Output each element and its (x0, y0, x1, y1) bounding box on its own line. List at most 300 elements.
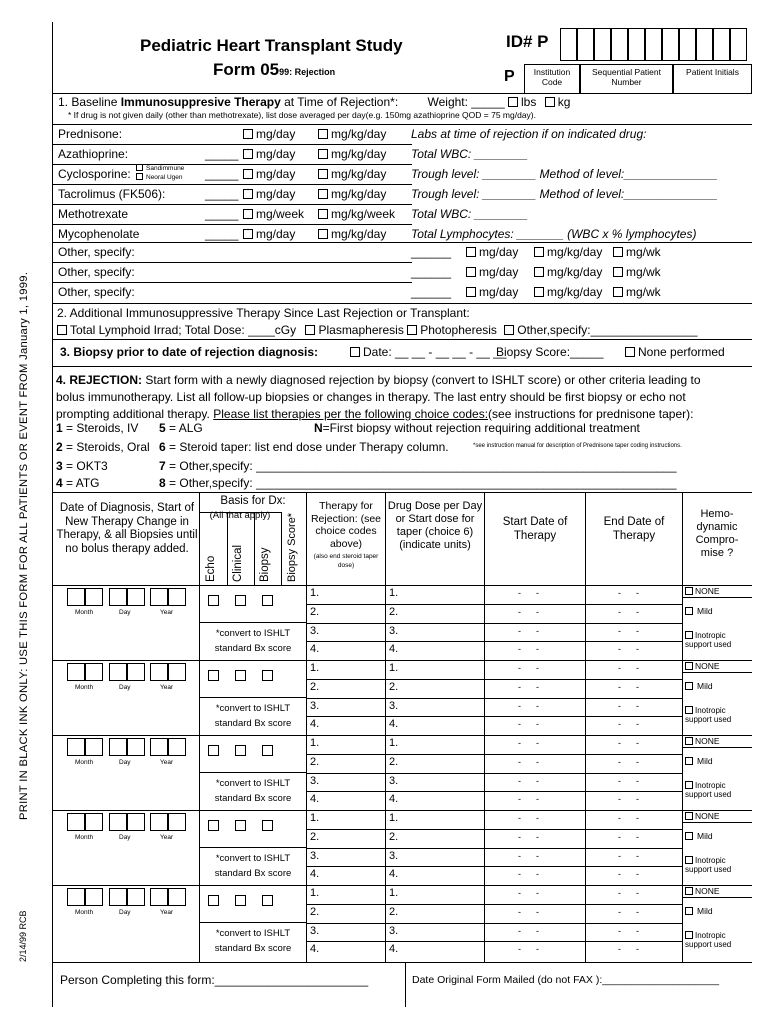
end-date-field[interactable]: - - (618, 606, 639, 617)
start-date-field[interactable]: - - (518, 756, 539, 767)
biopsy-date-field[interactable]: Date: __ __ - __ __ - __ __ (350, 345, 506, 359)
unit-option[interactable]: mg/kg/day (534, 265, 602, 279)
id-cell[interactable] (560, 28, 577, 61)
end-date-field[interactable]: - - (618, 813, 639, 823)
convert-note: *convert to ISHLT standard Bx score (214, 778, 292, 804)
divider (306, 698, 682, 699)
id-cell[interactable] (594, 28, 611, 61)
biopsy-score-field[interactable]: Biopsy Score:_____ (496, 345, 604, 359)
unit-option[interactable]: mg/kg/day (318, 147, 386, 161)
code-n: N=First biopsy without rejection requiring additional treatment (314, 421, 640, 435)
drug-cyclosporine: Cyclosporine: (58, 167, 131, 181)
column-header: (also end steroid taper dose) (313, 553, 379, 569)
day-label: Day (119, 909, 131, 916)
drug-tacrolimus: Tacrolimus (FK506): (58, 187, 166, 201)
date-digit-box[interactable] (168, 663, 186, 681)
dose-blank[interactable]: _____ (205, 207, 239, 221)
therapy-field[interactable]: 3. (310, 924, 320, 937)
unit-option[interactable]: mg/day (466, 245, 518, 259)
dose-blank[interactable]: ______ (411, 265, 452, 279)
basis-checkbox[interactable] (208, 745, 219, 756)
end-date-field[interactable]: - - (618, 738, 639, 748)
id-cell[interactable] (730, 28, 747, 61)
start-date-field[interactable]: - - (518, 944, 539, 955)
divider (52, 262, 412, 263)
divider (306, 492, 307, 962)
date-digit-box[interactable] (67, 663, 85, 681)
convert-note: *convert to ISHLT standard Bx score (214, 928, 292, 954)
unit-option[interactable]: mg/kg/day (534, 245, 602, 259)
divider (306, 716, 682, 717)
section1-title: 1. Baseline Immunosuppresive Therapy at Time of Rejection*: Weight: _____ lbs kg (58, 95, 571, 109)
date-digit-box[interactable] (67, 888, 85, 906)
code-4: 4 = ATG (56, 476, 100, 490)
basis-checkbox[interactable] (235, 895, 246, 906)
hemo-mild-option[interactable]: Mild (685, 606, 713, 616)
end-date-field[interactable]: - - (618, 700, 639, 711)
basis-checkbox[interactable] (235, 745, 246, 756)
dose-field[interactable]: 1. (389, 812, 399, 824)
year-label: Year (160, 759, 174, 766)
date-digit-box[interactable] (150, 888, 168, 906)
hemo-mild-option[interactable]: Mild (685, 906, 713, 916)
hemo-inotropic-option[interactable]: Inotropic support used (685, 706, 732, 724)
date-digit-box[interactable] (67, 738, 85, 756)
start-date-field[interactable]: - - (518, 869, 539, 880)
divider (306, 904, 682, 905)
id-label: ID# P (506, 32, 549, 51)
lbs-checkbox[interactable] (508, 97, 518, 107)
date-digit-box[interactable] (150, 588, 168, 606)
cyclosporine-options[interactable]: Sandimmune Neoral Ugen (136, 164, 184, 182)
date-digit-box[interactable] (85, 888, 103, 906)
unit-option[interactable]: mg/kg/day (534, 285, 602, 299)
start-date-field[interactable]: - - (518, 888, 539, 898)
therapy-field[interactable]: 4. (310, 868, 320, 881)
end-date-field[interactable]: - - (618, 644, 639, 655)
divider (281, 512, 282, 585)
date-digit-box[interactable] (168, 813, 186, 831)
date-digit-box[interactable] (127, 888, 145, 906)
unit-option[interactable]: mg/day (243, 167, 295, 181)
column-header: Basis for Dx: (220, 495, 286, 507)
hemo-none-option[interactable]: NONE (685, 886, 720, 896)
divider (306, 623, 682, 624)
date-digit-box[interactable] (109, 663, 127, 681)
start-date-field[interactable]: - - (518, 588, 539, 598)
therapy-field[interactable]: 4. (310, 943, 320, 956)
unit-option[interactable]: mg/day (466, 285, 518, 299)
unit-option[interactable]: mg/day (243, 147, 295, 161)
divider (306, 829, 682, 830)
section2-options[interactable]: Total Lymphoid Irrad; Total Dose: ____cGy Plasmapheresis Photopheresis Other,specify:________________ (57, 323, 697, 337)
id-cell[interactable] (662, 28, 679, 61)
divider (227, 512, 228, 585)
form-number: Form 0599: Rejection (213, 60, 336, 79)
dose-blank[interactable]: _____ (205, 167, 239, 181)
divider (682, 822, 752, 823)
column-header: Therapy for Rejection: (see choice codes above) (310, 500, 382, 550)
therapy-field[interactable]: 2. (310, 680, 320, 693)
divider (199, 772, 306, 773)
convert-note: *convert to ISHLT standard Bx score (214, 628, 292, 654)
end-date-field[interactable]: - - (618, 588, 639, 598)
basis-checkbox[interactable] (208, 595, 219, 606)
drug-azathioprine: Azathioprine: (58, 147, 129, 161)
dose-field[interactable]: 2. (389, 680, 399, 693)
month-label: Month (75, 834, 94, 841)
dose-field[interactable]: 4. (389, 643, 399, 656)
therapy-field[interactable]: 1. (310, 587, 320, 599)
divider (199, 622, 306, 623)
start-date-field[interactable]: - - (518, 681, 539, 692)
therapy-field[interactable]: 2. (310, 605, 320, 618)
column-header: Hemo- dynamic Compro- mise ? (695, 508, 739, 559)
divider (52, 492, 752, 493)
dose-field[interactable]: 4. (389, 943, 399, 956)
unit-option[interactable]: mg/kg/day (318, 227, 386, 241)
end-date-field[interactable]: - - (618, 850, 639, 861)
divider (52, 735, 752, 736)
hemo-none-option[interactable]: NONE (685, 736, 720, 746)
dose-field[interactable]: 4. (389, 868, 399, 881)
form-title: Pediatric Heart Transplant Study (140, 36, 403, 55)
divider (52, 660, 752, 661)
id-cell[interactable] (696, 28, 713, 61)
start-date-field[interactable]: - - (518, 700, 539, 711)
therapy-field[interactable]: 3. (310, 699, 320, 712)
code-6-note: *see instruction manual for description of Prednisone taper coding instructions. (473, 443, 682, 449)
therapy-field[interactable]: 1. (310, 812, 320, 824)
id-cell[interactable] (628, 28, 645, 61)
divider (306, 641, 682, 642)
start-date-field[interactable]: - - (518, 831, 539, 842)
date-digit-box[interactable] (150, 813, 168, 831)
month-label: Month (75, 759, 94, 766)
date-digit-box[interactable] (127, 738, 145, 756)
dose-field[interactable]: 2. (389, 605, 399, 618)
year-label: Year (160, 684, 174, 691)
hemo-mild-option[interactable]: Mild (685, 756, 713, 766)
dose-field[interactable]: 2. (389, 830, 399, 843)
end-date-field[interactable]: - - (618, 888, 639, 898)
end-date-field[interactable]: - - (618, 869, 639, 880)
month-label: Month (75, 909, 94, 916)
dose-field[interactable]: 1. (389, 887, 399, 899)
start-date-field[interactable]: - - (518, 906, 539, 917)
divider (52, 144, 412, 145)
unit-option[interactable]: mg/kg/day (318, 187, 386, 201)
drug-prednisone: Prednisone: (58, 127, 123, 141)
unit-option[interactable]: mg/day (243, 127, 295, 141)
divider (306, 923, 682, 924)
divider (682, 672, 752, 673)
lab-field[interactable]: Total WBC: ________ (411, 147, 528, 161)
start-date-field[interactable]: - - (518, 719, 539, 730)
basis-checkbox[interactable] (235, 820, 246, 831)
start-date-field[interactable]: - - (518, 663, 539, 673)
institution-code-label: Institution Code (524, 64, 580, 94)
therapy-field[interactable]: 1. (310, 662, 320, 674)
start-date-field[interactable]: - - (518, 606, 539, 617)
section4-text: 4. REJECTION: Start form with a newly diagnosed rejection by biopsy (convert to ISHLT score) or other criteria leading to bolus immunotherapy. List all follow-up biopsies or changes in therapy. The last entry should be first biopsy or echo not prompting additional therapy. Please list therapies per the following choice codes:(see instructions for prednisone taper): (56, 373, 701, 421)
dose-field[interactable]: 4. (389, 718, 399, 731)
end-date-field[interactable]: - - (618, 756, 639, 767)
start-date-field[interactable]: - - (518, 738, 539, 748)
patient-initials-label: Patient Initials (673, 64, 752, 94)
divider (585, 492, 586, 962)
date-digit-box[interactable] (109, 738, 127, 756)
start-date-field[interactable]: - - (518, 775, 539, 786)
lab-field[interactable]: Trough level: ________ Method of level:______________ (411, 187, 718, 201)
year-label: Year (160, 609, 174, 616)
date-digit-box[interactable] (109, 888, 127, 906)
unit-option[interactable]: mg/day (243, 227, 295, 241)
therapy-field[interactable]: 2. (310, 755, 320, 768)
start-date-field[interactable]: - - (518, 850, 539, 861)
divider (52, 204, 412, 205)
p-label: P (504, 68, 515, 85)
lab-field[interactable]: Total Lymphocytes: _______ (WBC x % lymphocytes) (411, 227, 697, 241)
column-header: Date of Diagnosis, Start of New Therapy Change in Therapy, & all Biopsies until no bolus therapy added. (56, 502, 198, 555)
divider (52, 164, 412, 165)
divider (682, 597, 752, 598)
id-cell[interactable] (679, 28, 696, 61)
dose-field[interactable]: 3. (389, 699, 399, 712)
code-3: 3 = OKT3 (56, 459, 108, 473)
divider (52, 810, 752, 811)
end-date-field[interactable]: - - (618, 625, 639, 636)
dose-field[interactable]: 3. (389, 774, 399, 787)
code-8[interactable]: 8 = Other,specify: _______________________________________________________________ (159, 476, 677, 490)
divider (199, 492, 200, 962)
therapy-field[interactable]: 3. (310, 849, 320, 862)
id-cell[interactable] (577, 28, 594, 61)
dose-field[interactable]: 3. (389, 924, 399, 937)
dose-blank[interactable]: ______ (411, 285, 452, 299)
dose-field[interactable]: 1. (389, 587, 399, 599)
divider (306, 604, 682, 605)
column-header: Biopsy (259, 547, 271, 582)
column-header: Echo (205, 555, 217, 582)
divider (682, 492, 683, 962)
basis-checkbox[interactable] (262, 670, 273, 681)
therapy-field[interactable]: 2. (310, 830, 320, 843)
date-digit-box[interactable] (85, 663, 103, 681)
dose-blank[interactable]: _____ (205, 147, 239, 161)
therapy-field[interactable]: 4. (310, 793, 320, 806)
divider (306, 941, 682, 942)
dose-field[interactable]: 3. (389, 849, 399, 862)
dose-field[interactable]: 4. (389, 793, 399, 806)
hemo-inotropic-option[interactable]: Inotropic support used (685, 931, 732, 949)
therapy-field[interactable]: 1. (310, 887, 320, 899)
day-label: Day (119, 609, 131, 616)
unit-option[interactable]: mg/week (243, 207, 304, 221)
hemo-mild-option[interactable]: Mild (685, 681, 713, 691)
lab-field[interactable]: Trough level: ________ Method of level:______________ (411, 167, 718, 181)
none-performed-option[interactable]: None performed (625, 345, 725, 359)
code-5: 5 = ALG (159, 421, 203, 435)
unit-option[interactable]: mg/wk (613, 285, 661, 299)
date-digit-box[interactable] (127, 663, 145, 681)
dose-field[interactable]: 2. (389, 755, 399, 768)
column-header: (All that apply) (209, 510, 271, 521)
date-digit-box[interactable] (85, 588, 103, 606)
therapy-field[interactable]: 2. (310, 905, 320, 918)
date-digit-box[interactable] (150, 663, 168, 681)
basis-checkbox[interactable] (262, 820, 273, 831)
other-drug-label: Other, specify: (58, 265, 135, 279)
end-date-field[interactable]: - - (618, 775, 639, 786)
hemo-none-option[interactable]: NONE (685, 586, 720, 596)
column-header: Drug Dose per Day or Start dose for taper (choice 6) (indicate units) (387, 500, 483, 551)
start-date-field[interactable]: - - (518, 644, 539, 655)
date-digit-box[interactable] (168, 738, 186, 756)
start-date-field[interactable]: - - (518, 625, 539, 636)
column-header: End Date of Therapy (603, 516, 665, 542)
dose-blank[interactable]: ______ (411, 245, 452, 259)
year-label: Year (160, 834, 174, 841)
unit-option[interactable]: mg/kg/day (318, 127, 386, 141)
month-label: Month (75, 609, 94, 616)
unit-option[interactable]: mg/day (466, 265, 518, 279)
date-digit-box[interactable] (67, 588, 85, 606)
divider (199, 697, 306, 698)
divider (52, 303, 752, 304)
divider (682, 747, 752, 748)
date-digit-box[interactable] (127, 588, 145, 606)
dose-blank[interactable]: _____ (205, 187, 239, 201)
divider (484, 492, 485, 962)
hemo-inotropic-option[interactable]: Inotropic support used (685, 856, 732, 874)
column-header: Clinical (232, 544, 244, 582)
therapy-field[interactable]: 3. (310, 774, 320, 787)
end-date-field[interactable]: - - (618, 925, 639, 936)
basis-checkbox[interactable] (235, 595, 246, 606)
divider (52, 339, 752, 340)
section3-title: 3. Biopsy prior to date of rejection diagnosis: (60, 345, 319, 359)
date-digit-box[interactable] (67, 813, 85, 831)
drug-mycophenolate: Mycophenolate (58, 227, 140, 241)
divider (385, 492, 386, 962)
hemo-inotropic-option[interactable]: Inotropic support used (685, 631, 732, 649)
lab-field[interactable]: Total WBC: ________ (411, 207, 528, 221)
divider (52, 885, 752, 886)
day-label: Day (119, 684, 131, 691)
hemo-inotropic-option[interactable]: Inotropic support used (685, 781, 732, 799)
basis-checkbox[interactable] (262, 745, 273, 756)
end-date-field[interactable]: - - (618, 663, 639, 673)
therapy-field[interactable]: 4. (310, 718, 320, 731)
column-header: Start Date of Therapy (502, 516, 568, 542)
date-digit-box[interactable] (168, 588, 186, 606)
id-cell[interactable] (645, 28, 662, 61)
unit-option[interactable]: mg/wk (613, 245, 661, 259)
date-digit-box[interactable] (150, 738, 168, 756)
divider (254, 512, 255, 585)
unit-option[interactable]: mg/wk (613, 265, 661, 279)
date-mailed-field[interactable]: Date Original Form Mailed (do not FAX ):____________________ (412, 974, 720, 986)
basis-checkbox[interactable] (235, 670, 246, 681)
person-completing-field[interactable]: Person Completing this form:_______________________ (60, 973, 369, 987)
unit-option[interactable]: mg/kg/week (318, 207, 395, 221)
date-digit-box[interactable] (109, 813, 127, 831)
end-date-field[interactable]: - - (618, 794, 639, 805)
basis-checkbox[interactable] (208, 820, 219, 831)
divider (405, 962, 406, 1007)
end-date-field[interactable]: - - (618, 831, 639, 842)
divider (306, 754, 682, 755)
start-date-field[interactable]: - - (518, 794, 539, 805)
code-6: 6 = Steroid taper: list end dose under Therapy column. (159, 440, 449, 454)
start-date-field[interactable]: - - (518, 925, 539, 936)
dose-blank[interactable]: _____ (205, 227, 239, 241)
start-date-field[interactable]: - - (518, 813, 539, 823)
divider (52, 366, 752, 367)
date-digit-box[interactable] (127, 813, 145, 831)
date-digit-box[interactable] (85, 813, 103, 831)
kg-checkbox[interactable] (545, 97, 555, 107)
drug-methotrexate: Methotrexate (58, 207, 129, 221)
divider (682, 897, 752, 898)
side-instruction: PRINT IN BLACK INK ONLY: USE THIS FORM FOR ALL PATIENTS OR EVENT FROM January 1, 1999. (18, 271, 30, 820)
date-digit-box[interactable] (109, 588, 127, 606)
date-digit-box[interactable] (168, 888, 186, 906)
side-revision-date: 2/14/99 RCB (18, 910, 28, 962)
therapy-field[interactable]: 1. (310, 737, 320, 749)
end-date-field[interactable]: - - (618, 944, 639, 955)
convert-note: *convert to ISHLT standard Bx score (214, 853, 292, 879)
therapy-field[interactable]: 3. (310, 624, 320, 637)
divider (52, 242, 752, 243)
hemo-mild-option[interactable]: Mild (685, 831, 713, 841)
code-7[interactable]: 7 = Other,specify: _______________________________________________________________ (159, 459, 677, 473)
lab-note: Labs at time of rejection if on indicated drug: (411, 127, 647, 141)
dose-field[interactable]: 1. (389, 662, 399, 674)
date-digit-box[interactable] (85, 738, 103, 756)
basis-checkbox[interactable] (262, 595, 273, 606)
basis-checkbox[interactable] (208, 670, 219, 681)
column-header: Biopsy Score* (286, 512, 298, 582)
basis-checkbox[interactable] (208, 895, 219, 906)
year-label: Year (160, 909, 174, 916)
hemo-none-option[interactable]: NONE (685, 661, 720, 671)
dose-field[interactable]: 1. (389, 737, 399, 749)
divider (199, 922, 306, 923)
basis-checkbox[interactable] (262, 895, 273, 906)
section2-title: 2. Additional Immunosuppressive Therapy Since Last Rejection or Transplant: (57, 306, 470, 320)
code-1: 1 = Steroids, IV (56, 421, 139, 435)
day-label: Day (119, 834, 131, 841)
end-date-field[interactable]: - - (618, 681, 639, 692)
id-cell[interactable] (611, 28, 628, 61)
therapy-field[interactable]: 4. (310, 643, 320, 656)
id-cell[interactable] (713, 28, 730, 61)
dose-field[interactable]: 3. (389, 624, 399, 637)
unit-option[interactable]: mg/kg/day (318, 167, 386, 181)
divider (52, 962, 752, 963)
divider (306, 791, 682, 792)
unit-option[interactable]: mg/day (243, 187, 295, 201)
divider (306, 679, 682, 680)
other-drug-label: Other, specify: (58, 285, 135, 299)
end-date-field[interactable]: - - (618, 719, 639, 730)
dose-field[interactable]: 2. (389, 905, 399, 918)
divider (199, 847, 306, 848)
hemo-none-option[interactable]: NONE (685, 811, 720, 821)
end-date-field[interactable]: - - (618, 906, 639, 917)
